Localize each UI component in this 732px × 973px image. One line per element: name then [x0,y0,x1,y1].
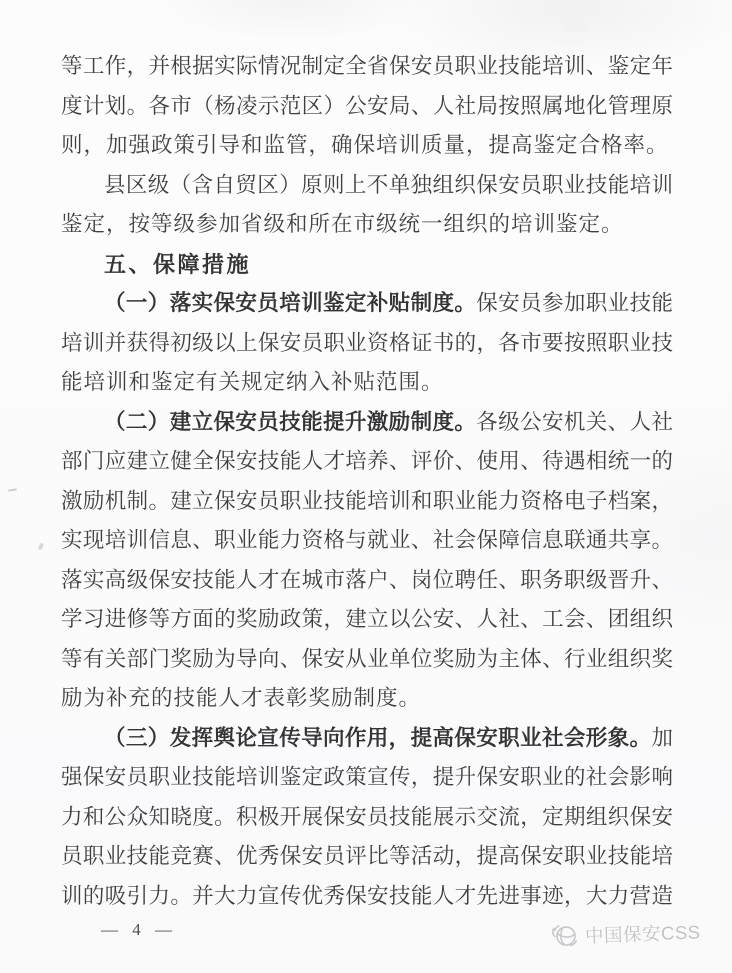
body-text: 力和公众知晓度。积极开展保安员技能展示交流，定期组织保安 [61,804,673,829]
document-line [61,798,673,838]
body-text: 鉴定，按等级参加省级和所在市级统一组织的培训鉴定。 [61,212,624,236]
document-line [61,837,673,877]
watermark-label: 中国保安CSS [584,921,701,947]
body-text: 实现培训信息、职业能力资格与就业、社会保障信息联通共享。 [61,528,673,552]
body-text: 训的吸引力。并大力宣传优秀保安技能人才先进事迹，大力营造 [61,883,673,908]
body-text: 培训并获得初级以上保安员职业资格证书的，各市要按照职业技 [61,330,673,355]
document-line [61,442,673,482]
body-text: 员职业技能竞赛、优秀保安员评比等活动，提高保安职业技能培 [61,844,673,868]
body-text: 等工作，并根据实际情况制定全省保安员职业技能培训、鉴定年 [61,54,673,78]
document-line [61,561,673,601]
document-line [61,166,673,206]
body-text: 部门应建立健全保安技能人才培养、评价、使用、待遇相统一的 [61,449,673,473]
emphasis-text: 五、保障措施 [104,251,252,277]
body-text: 度计划。各市（杨凌示范区）公安局、人社局按照属地化管理原 [61,93,673,118]
document-line [61,403,673,443]
body-text: 落实高级保安技能人才在城市落户、岗位聘任、职务职级晋升、 [61,567,673,592]
document-line [61,324,673,364]
body-text: 保安员参加职业技能 [476,291,673,315]
document-line [61,87,673,127]
body-text: 等有关部门奖励为导向、保安从业单位奖励为主体、行业组织奖 [61,646,673,671]
body-text: 县区级（含自贸区）原则上不单独组织保安员职业技能培训 [104,172,673,197]
document-line [61,284,673,324]
body-text: 励为补充的技能人才表彰奖励制度。 [61,686,422,710]
document-line [61,758,673,798]
document-line [61,600,673,640]
document-line [61,126,673,166]
emphasis-text: （一）落实保安员培训鉴定补贴制度。 [104,291,477,315]
document-body [61,47,673,916]
document-line [61,482,673,522]
globe-icon [550,922,581,951]
document-line [61,363,673,403]
scan-artifact [38,542,45,550]
page-number: — 4 — [101,920,177,939]
body-text: 能培训和鉴定有关规定纳入补贴范围。 [61,370,444,394]
body-text: 强保安员职业技能培训鉴定政策宣传，提升保安职业的社会影响 [61,765,673,789]
document-line [61,205,673,245]
document-line [61,521,673,561]
section-heading-line [61,245,673,285]
watermark [550,917,701,950]
body-text: 学习进修等方面的奖励政策，建立以公安、人社、工会、团组织 [61,607,673,631]
body-text: 激励机制。建立保安员职业技能培训和职业能力资格电子档案， [61,488,673,513]
emphasis-text: （二）建立保安员技能提升激励制度。 [104,409,477,434]
document-line [61,47,673,87]
document-line [61,640,673,680]
scan-artifact [563,22,589,32]
body-text: 各级公安机关、人社 [476,409,673,434]
body-text: 则，加强政策引导和监管，确保培训质量，提高鉴定合格率。 [61,133,669,157]
document-line [61,719,673,759]
body-text: 加 [651,725,673,750]
scan-artifact [8,488,17,491]
document-line [61,877,673,917]
document-line [61,679,673,719]
emphasis-text: （三）发挥舆论宣传导向作用，提高保安职业社会形象。 [104,725,652,750]
